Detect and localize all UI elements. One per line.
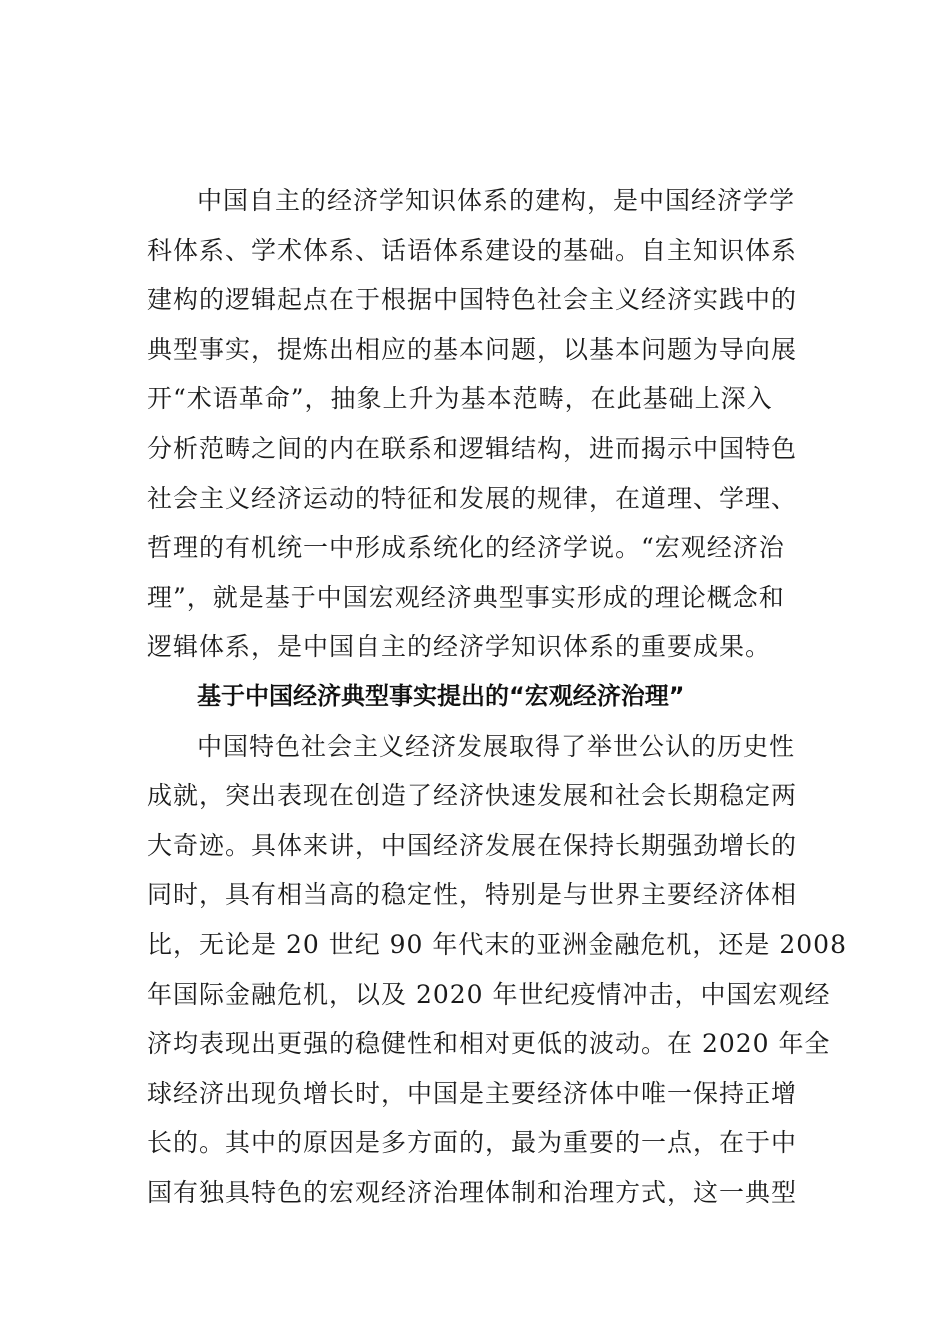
section-heading: 基于中国经济典型事实提出的“宏观经济治理” — [197, 681, 685, 710]
paragraph-line: 球经济出现负增长时，中国是主要经济体中唯一保持正增 — [147, 1078, 798, 1108]
paragraph-line: 社会主义经济运动的特征和发展的规律，在道理、学理、 — [147, 483, 798, 513]
paragraph-line: 年国际金融危机，以及 2020 年世纪疫情冲击，中国宏观经 — [147, 979, 831, 1009]
paragraph-line: 理”，就是基于中国宏观经济典型事实形成的理论概念和 — [147, 582, 785, 612]
paragraph-line: 科体系、学术体系、话语体系建设的基础。自主知识体系 — [147, 235, 798, 265]
paragraph-line: 国有独具特色的宏观经济治理体制和治理方式，这一典型 — [147, 1177, 798, 1207]
paragraph-body — [147, 722, 847, 1218]
paragraph-line: 中国特色社会主义经济发展取得了举世公认的历史性 — [197, 731, 796, 761]
paragraph-line: 成就，突出表现在创造了经济快速发展和社会长期稳定两 — [147, 781, 798, 811]
paragraph-line: 分析范畴之间的内在联系和逻辑结构，进而揭示中国特色 — [147, 433, 798, 463]
paragraph-line: 同时，具有相当高的稳定性，特别是与世界主要经济体相 — [147, 880, 798, 910]
paragraph-line: 长的。其中的原因是多方面的，最为重要的一点，在于中 — [147, 1128, 798, 1158]
paragraph-line: 典型事实，提炼出相应的基本问题，以基本问题为导向展 — [147, 334, 798, 364]
paragraph-intro — [147, 176, 798, 672]
paragraph-line: 大奇迹。具体来讲，中国经济发展在保持长期强劲增长的 — [147, 830, 798, 860]
paragraph-line: 济均表现出更强的稳健性和相对更低的波动。在 2020 年全 — [147, 1029, 831, 1059]
paragraph-line: 中国自主的经济学知识体系的建构，是中国经济学学 — [197, 186, 796, 215]
paragraph-line: 建构的逻辑起点在于根据中国特色社会主义经济实践中的 — [147, 285, 798, 315]
paragraph-line: 比，无论是 20 世纪 90 年代末的亚洲金融危机，还是 2008 — [147, 929, 847, 959]
paragraph-line: 逻辑体系，是中国自主的经济学知识体系的重要成果。 — [147, 632, 772, 662]
paragraph-line: 哲理的有机统一中形成系统化的经济学说。“宏观经济治 — [147, 533, 785, 563]
paragraph-line: 开“术语革命”，抽象上升为基本范畴，在此基础上深入 — [147, 384, 773, 414]
document-body — [147, 176, 847, 1217]
